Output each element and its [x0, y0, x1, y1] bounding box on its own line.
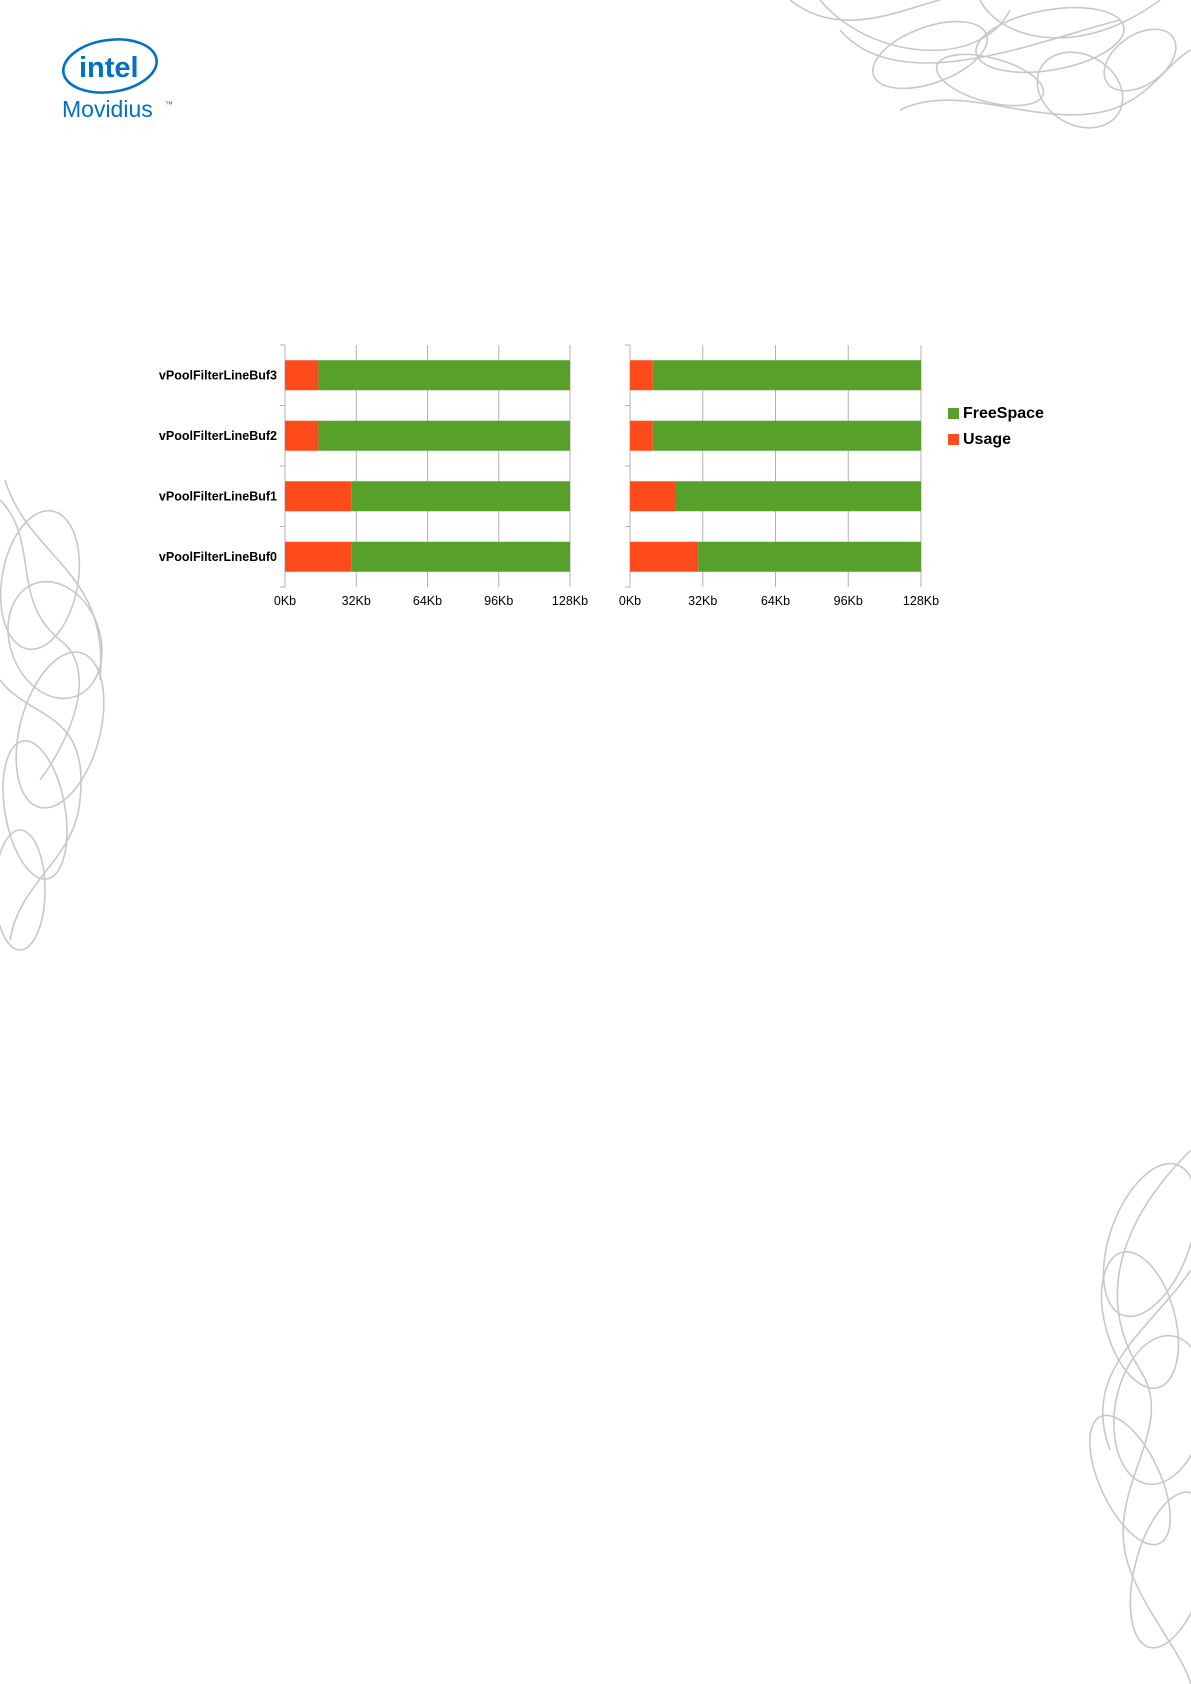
category-label: vPoolFilterLineBuf0 [158, 549, 277, 564]
bar-freespace [675, 481, 921, 511]
bar-usage [630, 421, 653, 451]
legend-swatch [948, 408, 959, 419]
bar-usage [630, 481, 675, 511]
bar-freespace [698, 542, 921, 572]
bar-usage [285, 360, 318, 390]
chart-panel-left [159, 345, 588, 608]
chart-panel-right [619, 345, 939, 608]
bar-freespace [653, 421, 921, 451]
bar-freespace [318, 421, 570, 451]
x-tick-label: 64Kb [412, 594, 443, 608]
intel-movidius-logo [62, 34, 212, 134]
swirl-bottom-right-icon [1070, 1150, 1191, 1684]
bar-freespace [352, 542, 570, 572]
logo-tm: ™ [165, 100, 173, 109]
bar-freespace [352, 481, 570, 511]
x-tick-label: 128Kb [902, 594, 940, 608]
category-label: vPoolFilterLineBuf2 [158, 428, 277, 443]
x-tick-label: 96Kb [833, 594, 863, 608]
x-tick-label: 64Kb [760, 594, 791, 608]
legend-swatch [948, 434, 959, 445]
x-tick-label: 96Kb [484, 594, 514, 608]
bar-usage [630, 542, 698, 572]
bar-usage [285, 481, 352, 511]
logo-sub: Movidius [62, 96, 153, 122]
x-tick-label: 32Kb [341, 594, 371, 608]
x-tick-label: 32Kb [688, 594, 718, 608]
chart-legend [948, 405, 1044, 448]
x-tick-label: 128Kb [551, 594, 589, 608]
bar-freespace [318, 360, 570, 390]
category-label: vPoolFilterLineBuf1 [158, 489, 277, 504]
x-tick-label: 0Kb [273, 594, 297, 608]
legend-label: Usage [963, 431, 1012, 448]
logo-graphic [62, 34, 212, 134]
category-label: vPoolFilterLineBuf3 [158, 368, 277, 383]
swirl-top-right-icon [780, 0, 1191, 140]
bar-usage [285, 421, 318, 451]
bar-freespace [653, 360, 921, 390]
buffer-usage-charts [0, 320, 1191, 650]
logo-word: intel [79, 52, 139, 84]
x-tick-label: 0Kb [618, 594, 642, 608]
legend-label: FreeSpace [963, 405, 1044, 422]
bar-usage [285, 542, 352, 572]
bar-usage [630, 360, 653, 390]
